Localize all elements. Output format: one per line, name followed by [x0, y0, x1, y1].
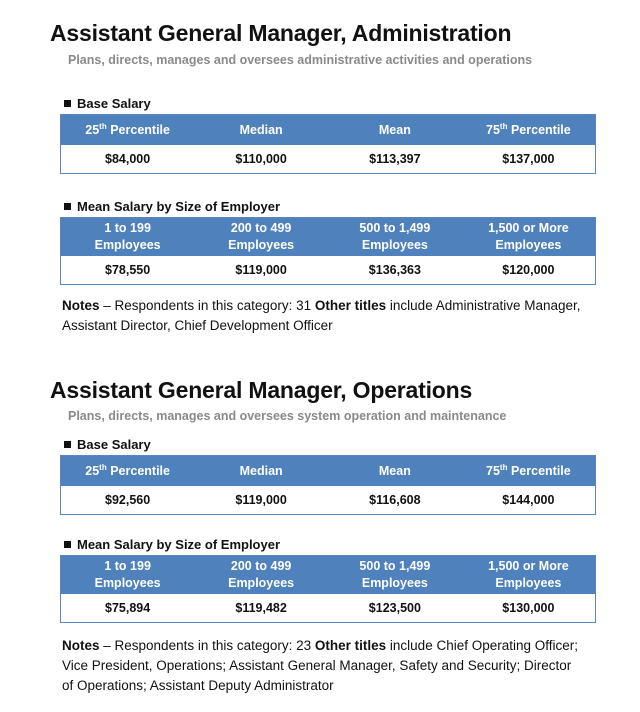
column-header: 25th Percentile	[61, 115, 195, 146]
salary-cell: $84,000	[61, 145, 195, 174]
column-header: Median	[194, 456, 328, 487]
employer-size-heading	[64, 537, 280, 552]
column-header: 500 to 1,499 Employees	[328, 218, 462, 257]
employer-size-heading-label: Mean Salary by Size of Employer	[77, 537, 281, 552]
employer-size-table	[60, 217, 596, 285]
salary-cell: $75,894	[61, 594, 195, 623]
salary-cell: $136,363	[328, 256, 462, 285]
salary-cell: $110,000	[194, 145, 328, 174]
table-header-row	[61, 218, 596, 257]
base-salary-heading-label: Base Salary	[77, 437, 151, 452]
base-salary-heading-label: Base Salary	[77, 96, 151, 111]
salary-cell: $119,000	[194, 256, 328, 285]
base-salary-heading	[64, 437, 151, 452]
salary-cell: $113,397	[328, 145, 462, 174]
table-header-row	[61, 456, 596, 487]
column-header: 200 to 499 Employees	[194, 556, 328, 595]
square-bullet-icon	[64, 203, 71, 210]
column-header: Mean	[328, 456, 462, 487]
column-header: 25th Percentile	[61, 456, 195, 487]
table-row	[61, 145, 596, 174]
job-description: Plans, directs, manages and oversees administrative activities and operations	[68, 53, 533, 67]
square-bullet-icon	[64, 100, 71, 107]
salary-cell: $130,000	[462, 594, 596, 623]
notes-paragraph: Notes – Respondents in this category: 31 Other titles include Administrative Manager, Assistant Director, Chief Development Officer	[62, 298, 581, 333]
column-header: 1,500 or More Employees	[462, 556, 596, 595]
column-header: 1,500 or More Employees	[462, 218, 596, 257]
base-salary-table	[60, 455, 596, 515]
salary-cell: $92,560	[61, 486, 195, 515]
table-header-row	[61, 556, 596, 595]
salary-cell: $144,000	[462, 486, 596, 515]
column-header: Median	[194, 115, 328, 146]
employer-size-heading	[64, 199, 280, 214]
employer-size-table	[60, 555, 596, 623]
column-header: 75th Percentile	[462, 456, 596, 487]
table-row	[61, 594, 596, 623]
table-row	[61, 256, 596, 285]
table-header-row	[61, 115, 596, 146]
column-header: Mean	[328, 115, 462, 146]
column-header: 500 to 1,499 Employees	[328, 556, 462, 595]
column-header: 200 to 499 Employees	[194, 218, 328, 257]
job-title: Assistant General Manager, Operations	[50, 377, 473, 403]
salary-cell: $116,608	[328, 486, 462, 515]
column-header: 1 to 199 Employees	[61, 556, 195, 595]
job-title: Assistant General Manager, Administration	[50, 20, 512, 46]
base-salary-heading	[64, 96, 151, 111]
column-header: 75th Percentile	[462, 115, 596, 146]
employer-size-heading-label: Mean Salary by Size of Employer	[77, 199, 281, 214]
salary-cell: $120,000	[462, 256, 596, 285]
salary-cell: $123,500	[328, 594, 462, 623]
salary-cell: $78,550	[61, 256, 195, 285]
notes-paragraph: Notes – Respondents in this category: 23 Other titles include Chief Operating Officer; Vice President, Operations; Assistant General Manager, Safety and Security; Director of Operations; Assistant Deputy Administrator	[62, 638, 579, 693]
salary-cell: $137,000	[462, 145, 596, 174]
salary-cell: $119,482	[194, 594, 328, 623]
square-bullet-icon	[64, 541, 71, 548]
salary-cell: $119,000	[194, 486, 328, 515]
square-bullet-icon	[64, 441, 71, 448]
table-row	[61, 486, 596, 515]
base-salary-table	[60, 114, 596, 174]
job-description: Plans, directs, manages and oversees system operation and maintenance	[68, 409, 507, 423]
column-header: 1 to 199 Employees	[61, 218, 195, 257]
